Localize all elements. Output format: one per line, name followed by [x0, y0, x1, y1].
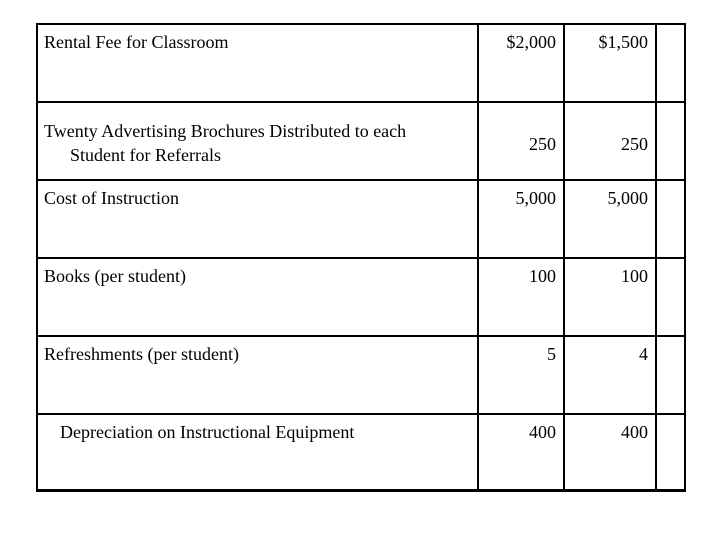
row-value-col1: 400 — [529, 422, 556, 442]
row-value-col1: 5,000 — [515, 188, 556, 208]
row-label-books: Books (per student) — [44, 266, 186, 286]
row-value-col2: $1,500 — [598, 32, 648, 52]
row-divider — [38, 101, 684, 103]
row-divider — [38, 335, 684, 337]
cost-table — [36, 23, 686, 492]
row-divider — [38, 257, 684, 259]
row-divider — [38, 179, 684, 181]
row-value-col2: 4 — [639, 344, 648, 364]
row-label-rental-fee: Rental Fee for Classroom — [44, 32, 229, 52]
row-label-instruction: Cost of Instruction — [44, 188, 179, 208]
row-value-col2: 5,000 — [607, 188, 648, 208]
row-value-col1: $2,000 — [506, 32, 556, 52]
row-value-col2: 100 — [621, 266, 648, 286]
row-value-col2: 250 — [621, 134, 648, 154]
row-value-col1: 5 — [547, 344, 556, 364]
row-label-brochures-line2: Student for Referrals — [70, 145, 221, 165]
row-label-brochures-line1: Twenty Advertising Brochures Distributed to each — [44, 121, 407, 141]
row-value-col1: 250 — [529, 134, 556, 154]
row-value-col2: 400 — [621, 422, 648, 442]
row-label-refreshments: Refreshments (per student) — [44, 344, 239, 364]
row-label-depreciation: Depreciation on Instructional Equipment — [60, 422, 355, 442]
row-divider — [38, 413, 684, 415]
row-value-col1: 100 — [529, 266, 556, 286]
